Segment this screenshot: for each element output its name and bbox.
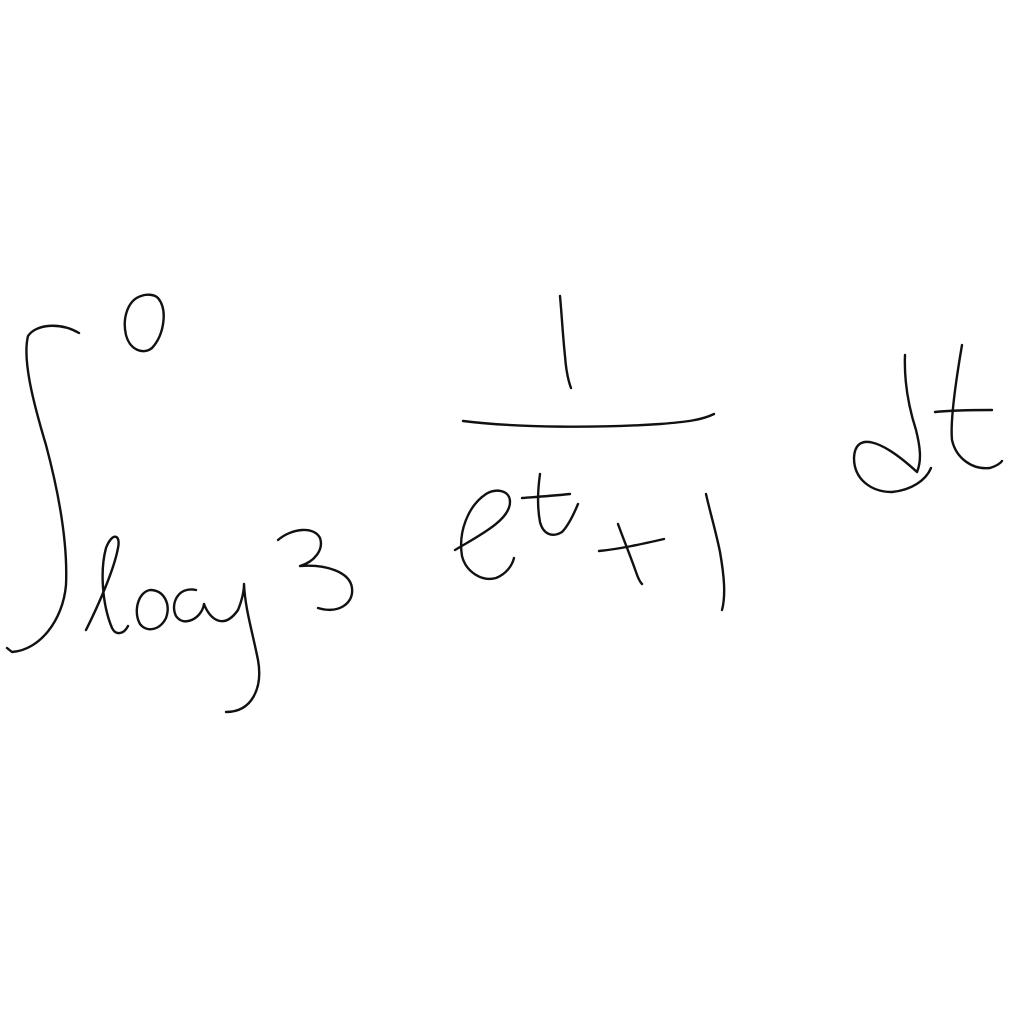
denominator-one-stroke <box>706 494 724 610</box>
lower-limit-l-stroke <box>86 537 128 633</box>
plus-horizontal-stroke <box>599 539 664 551</box>
fraction-bar-stroke <box>463 414 714 427</box>
dt-d-stroke <box>854 355 931 492</box>
upper-limit-zero-stroke <box>125 295 164 351</box>
dt-t-stem-stroke <box>952 345 1002 468</box>
numerator-one-stroke <box>560 296 571 388</box>
lower-limit-o-stroke <box>137 590 168 629</box>
integral-sign-stroke <box>7 326 79 652</box>
lower-limit-three-stroke <box>278 530 352 610</box>
lower-limit-g-stroke <box>174 584 259 712</box>
dt-t-crossbar-stroke <box>935 410 992 412</box>
exponent-t-stem-stroke <box>538 474 578 535</box>
exponent-t-crossbar-stroke <box>522 494 570 498</box>
denominator-e-stroke <box>455 491 514 579</box>
plus-vertical-stroke <box>618 524 642 584</box>
